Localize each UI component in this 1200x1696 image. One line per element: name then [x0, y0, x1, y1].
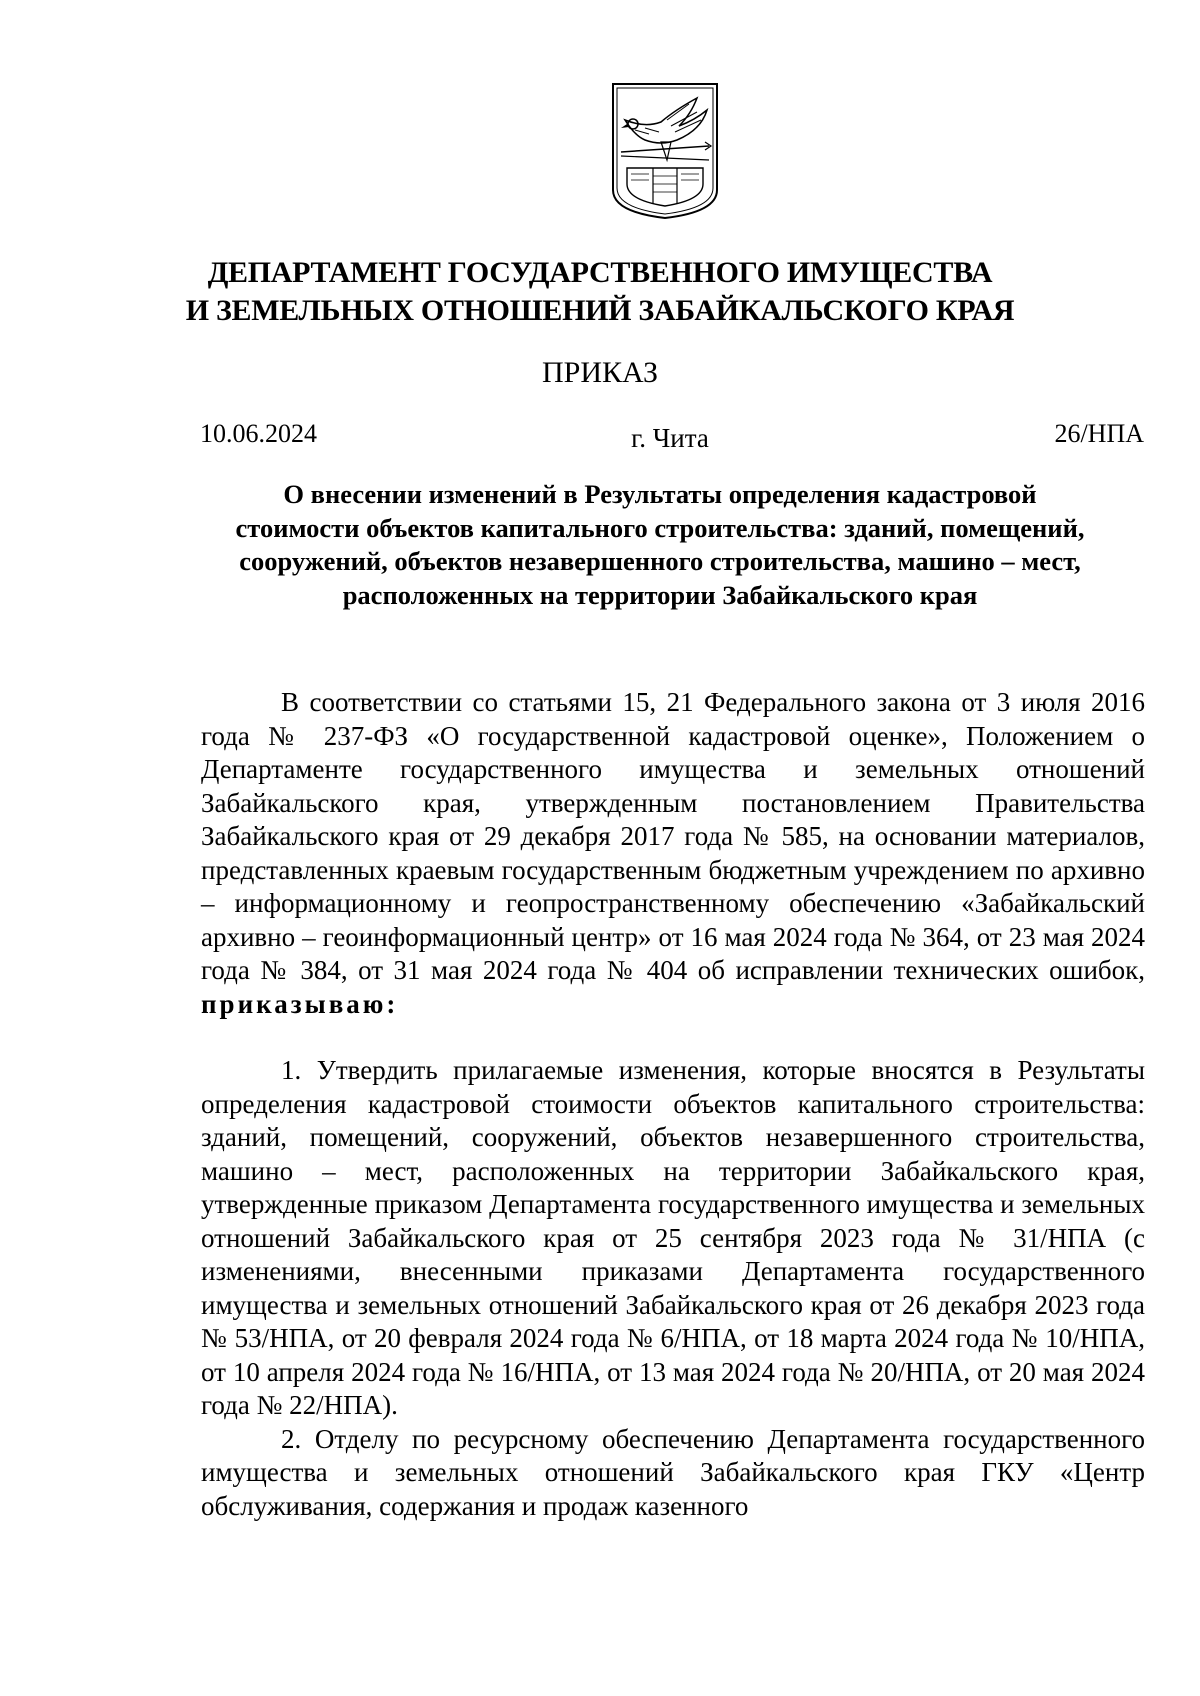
- order-number: 26/НПА: [1054, 419, 1144, 448]
- preamble-text: В соответствии со статьями 15, 21 Федерального закона от 3 июля 2016 года № 237-ФЗ «О государственной кадастровой оценке», Положением о Департаменте государственного имущества и земельных отношений Забайкальского края, утвержденным постановлением Правительства Забайкальского края от 29 декабря 2017 года № 585, на основании материалов, представленных краевым государственным бюджетным учреждением по архивно – информационному и геопространственному обеспечению «Забайкальский архивно – геоинформационный центр» от 16 мая 2024 года № 364, от 23 мая 2024 года № 384, от 31 мая 2024 года № 404 об исправлении технических ошибок,: [201, 687, 1145, 985]
- department-title: [100, 254, 1100, 330]
- order-subject-line: стоимости объектов капитального строительства: зданий, помещений,: [235, 512, 1085, 543]
- order-subject-line: сооружений, объектов незавершенного строительства, машино – мест,: [239, 546, 1081, 576]
- department-title-line2: И ЗЕМЕЛЬНЫХ ОТНОШЕНИЙ ЗАБАЙКАЛЬСКОГО КРАЯ: [185, 294, 1015, 327]
- order-city: г. Чита: [631, 423, 709, 453]
- preamble-paragraph: [201, 686, 1145, 1021]
- order-subject-line: О внесении изменений в Результаты определения кадастровой: [283, 479, 1037, 509]
- coat-of-arms-icon: [605, 80, 725, 220]
- order-body: [201, 686, 1145, 1523]
- item-1-paragraph: 1. Утвердить прилагаемые изменения, которые вносятся в Результаты определения кадастровой стоимости объектов капитального строительства: зданий, помещений, сооружений, объектов незавершенного строительства, машино – мест, расположенных на территории Забайкальского края, утвержденные приказом Департамента государственного имущества и земельных отношений Забайкальского края от 25 сентября 2023 года № 31/НПА (с изменениями, внесенными приказами Департамента государственного имущества и земельных отношений Забайкальского края от 26 декабря 2023 года № 53/НПА, от 20 февраля 2024 года № 6/НПА, от 18 марта 2024 года № 10/НПА, от 10 апреля 2024 года № 16/НПА, от 13 мая 2024 года № 20/НПА, от 20 мая 2024 года № 22/НПА).: [201, 1055, 1145, 1420]
- order-subject-line: расположенных на территории Забайкальского края: [342, 579, 978, 610]
- order-subject: [160, 478, 1160, 612]
- order-date: 10.06.2024: [200, 419, 317, 448]
- document-type: ПРИКАЗ: [542, 356, 658, 389]
- item-2-paragraph: 2. Отделу по ресурсному обеспечению Департамента государственного имущества и земельных отношений Забайкальского края ГКУ «Центр обслуживания, содержания и продаж казенного: [201, 1423, 1145, 1521]
- department-title-line1: ДЕПАРТАМЕНТ ГОСУДАРСТВЕННОГО ИМУЩЕСТВА: [207, 256, 993, 289]
- directive-word: приказываю:: [201, 988, 399, 1019]
